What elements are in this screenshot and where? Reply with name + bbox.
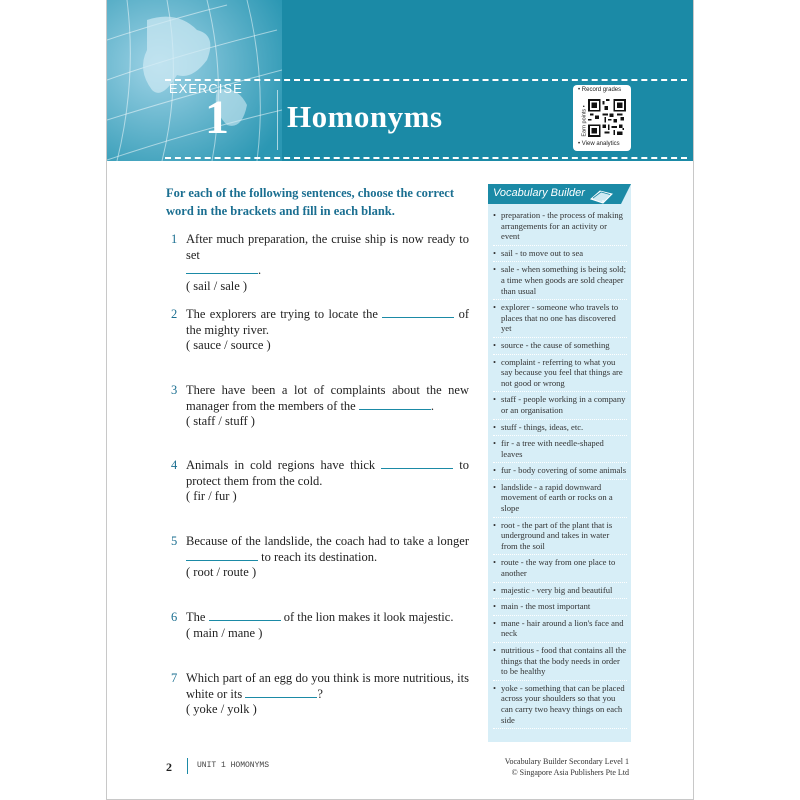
bullet-icon: • — [493, 584, 497, 595]
question-6 — [171, 610, 469, 641]
answer-options: ( yoke / yolk ) — [186, 702, 257, 716]
vocabulary-definition: fir - a tree with needle-shaped leaves — [501, 438, 604, 459]
vocabulary-definition: stuff - things, ideas, etc. — [501, 421, 584, 432]
vocabulary-item — [493, 248, 627, 263]
question-text: After much preparation, the cruise ship is now ready to set — [186, 232, 469, 262]
page-title: Homonyms — [287, 99, 443, 134]
vocabulary-title: Vocabulary Builder — [493, 187, 585, 199]
bullet-icon: • — [493, 394, 497, 405]
question-text-after: to reach its destination. — [258, 549, 378, 564]
vocabulary-item — [493, 340, 627, 355]
vocabulary-definition: yoke - something that can be placed across your shoulders so that you can carry two heavy things on each side — [501, 682, 625, 725]
vocabulary-item — [493, 645, 627, 681]
bullet-icon: • — [493, 617, 497, 628]
vocabulary-definition: root - the part of the plant that is underground and takes in water from the soil — [501, 519, 613, 551]
vocabulary-item — [493, 557, 627, 582]
footer-unit-label: UNIT 1 HOMONYMS — [197, 761, 270, 770]
vocabulary-definition: staff - people working in a company or an organisation — [501, 394, 626, 415]
vocabulary-definition: majestic - very big and beautiful — [501, 584, 613, 595]
bullet-icon: • — [493, 519, 497, 530]
vocabulary-definition: sail - to move out to sea — [501, 247, 584, 258]
exercise-number: 1 — [205, 91, 229, 144]
bullet-icon: • — [493, 302, 497, 313]
vocabulary-definition: complaint - referring to what you say because you feel that things are not good or wrong — [501, 356, 623, 388]
vocabulary-item — [493, 357, 627, 393]
question-text: Animals in cold regions have thick — [186, 458, 382, 472]
footer-divider — [187, 758, 188, 774]
page-number: 2 — [166, 760, 172, 774]
question-text: There have been a lot of complaints about the new manager from the members of the — [186, 383, 469, 413]
answer-blank[interactable] — [245, 687, 317, 698]
question-text-after: ? — [317, 686, 323, 701]
question-text: The — [186, 610, 209, 624]
question-number: 3 — [171, 383, 178, 397]
vocabulary-item — [493, 465, 627, 480]
vocabulary-item — [493, 585, 627, 600]
vocabulary-item — [493, 618, 627, 643]
vocabulary-list — [493, 210, 627, 731]
vocabulary-definition: sale - when something is being sold; a time when goods are sold cheaper than usual — [501, 264, 627, 296]
vocabulary-item — [493, 601, 627, 616]
question-3 — [171, 383, 469, 430]
vocabulary-item — [493, 438, 627, 463]
answer-options: ( sauce / source ) — [186, 338, 271, 352]
exercise-label: EXERCISE — [169, 81, 243, 96]
question-number: 1 — [171, 232, 178, 246]
bullet-icon: • — [493, 645, 497, 655]
bullet-icon: • — [493, 210, 497, 220]
instructions: For each of the following sentences, choose the correct word in the brackets and fill in each blank. — [166, 186, 455, 218]
question-5 — [171, 534, 469, 581]
answer-blank[interactable] — [359, 399, 431, 410]
header-banner — [107, 0, 694, 161]
answer-blank[interactable] — [186, 550, 258, 561]
vocabulary-definition: main - the most important — [501, 601, 591, 612]
question-number: 2 — [171, 307, 178, 321]
vocabulary-definition: mane - hair around a lion's face and neck — [501, 617, 624, 639]
vocabulary-item — [493, 422, 627, 437]
qr-record-grades-label: • Record grades — [578, 87, 622, 93]
book-icon — [588, 185, 614, 205]
question-number: 7 — [171, 671, 178, 685]
book-title: Vocabulary Builder Secondary Level 1 — [504, 757, 629, 766]
question-number: 6 — [171, 610, 178, 624]
bullet-icon: • — [493, 465, 497, 476]
vocabulary-item — [493, 264, 627, 300]
banner-divider-bottom — [165, 157, 687, 159]
bullet-icon: • — [493, 247, 497, 258]
question-text-after: of the mighty river. — [186, 307, 469, 337]
bullet-icon: • — [493, 481, 497, 492]
footer-credits — [505, 756, 629, 778]
bullet-icon: • — [493, 356, 497, 367]
vocabulary-definition: landslide - a rapid downward movement of earth or rocks on a slope — [501, 481, 613, 514]
vocabulary-definition: nutritious - food that contains all the things that the body needs in order to be healthy — [501, 645, 627, 677]
question-text-after: of the lion makes it look majestic. — [280, 610, 454, 624]
vocabulary-item — [493, 394, 627, 419]
question-text-after: to protect them from the cold. — [186, 458, 469, 488]
vocabulary-item — [493, 520, 627, 556]
answer-options: ( root / route ) — [186, 565, 257, 579]
worksheet-page — [106, 0, 694, 800]
bullet-icon: • — [493, 682, 497, 693]
question-number: 5 — [171, 534, 178, 548]
answer-options: ( staff / stuff ) — [186, 414, 255, 428]
answer-blank[interactable] — [186, 263, 258, 274]
bullet-icon: • — [493, 557, 497, 568]
title-divider — [277, 90, 278, 150]
qr-view-analytics-label: • View analytics — [578, 141, 620, 147]
question-4 — [171, 458, 469, 505]
vocabulary-item — [493, 210, 627, 246]
qr-panel[interactable] — [573, 85, 631, 151]
vocabulary-definition: source - the cause of something — [501, 339, 610, 350]
question-text: The explorers are trying to locate the — [186, 307, 383, 321]
question-1 — [171, 232, 469, 294]
bullet-icon: • — [493, 601, 497, 612]
question-text-after: . — [430, 398, 434, 413]
bullet-icon: • — [493, 339, 497, 350]
bullet-icon: • — [493, 438, 497, 449]
vocabulary-definition: route - the way from one place to another — [501, 557, 616, 579]
bullet-icon: • — [493, 421, 497, 432]
qr-earn-points-label: Earn points • — [581, 105, 588, 137]
question-text: Because of the landslide, the coach had to take a longer — [186, 534, 469, 548]
answer-options: ( fir / fur ) — [186, 489, 237, 503]
vocabulary-item — [493, 482, 627, 518]
question-2 — [171, 307, 469, 354]
qr-code-icon[interactable] — [588, 97, 626, 139]
question-text: Which part of an egg do you think is more nutritious, its white or its — [186, 671, 469, 701]
question-text-after: . — [258, 263, 262, 277]
vocabulary-item — [493, 683, 627, 729]
answer-options: ( main / mane ) — [186, 625, 263, 640]
vocabulary-item — [493, 302, 627, 338]
answer-blank[interactable] — [209, 610, 281, 621]
answer-blank[interactable] — [381, 458, 453, 469]
banner-divider-top — [165, 79, 687, 81]
bullet-icon: • — [493, 264, 497, 275]
answer-options: ( sail / sale ) — [186, 278, 248, 293]
copyright: © Singapore Asia Publishers Pte Ltd — [511, 768, 629, 777]
vocabulary-definition: fur - body covering of some animals — [501, 465, 627, 476]
question-7 — [171, 671, 469, 718]
answer-blank[interactable] — [382, 307, 454, 318]
vocabulary-builder-panel — [488, 184, 631, 742]
vocabulary-definition: preparation - the process of making arrangements for an activity or event — [501, 210, 623, 242]
vocabulary-definition: explorer - someone who travels to places that no one has discovered yet — [501, 302, 619, 334]
question-number: 4 — [171, 458, 178, 472]
